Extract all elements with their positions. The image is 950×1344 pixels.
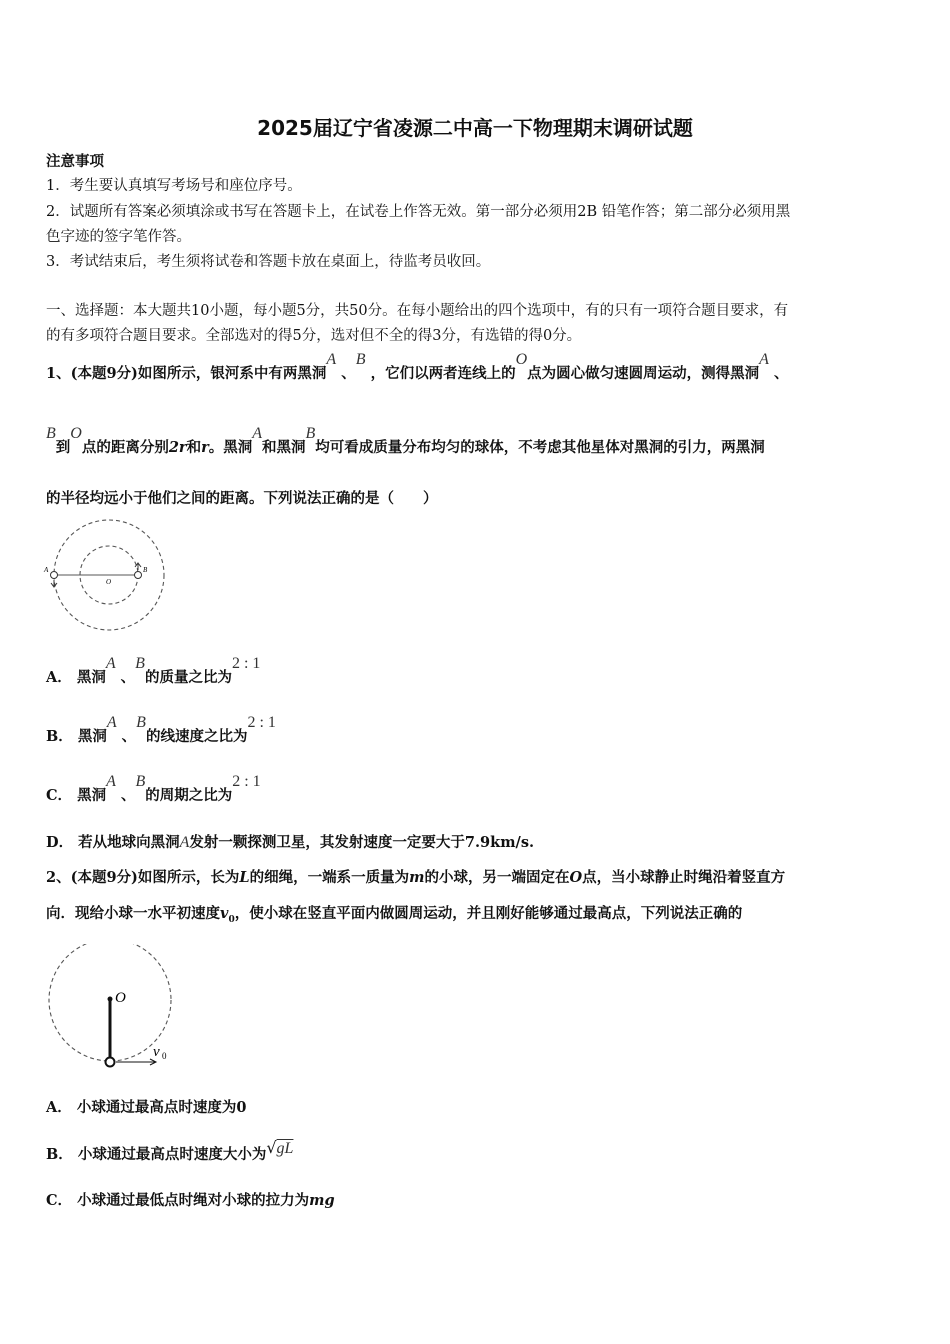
- notice-item: 3．考试结束后，考生须将试卷和答题卡放在桌面上，待监考员收回。: [46, 254, 491, 270]
- sqrt-gl: gL: [276, 1140, 294, 1157]
- q1-option-d[interactable]: [46, 831, 908, 855]
- var-l: L: [239, 869, 250, 886]
- q2-text: ，使小球在竖直平面内做圆周运动，并且刚好能够通过最高点，下列说法正确的: [234, 905, 743, 922]
- var-o: O: [70, 425, 82, 442]
- page-title: 2025届辽宁省凌源二中高一下物理期末调研试题: [257, 116, 693, 140]
- binary-orbit-diagram: [40, 518, 170, 636]
- option-text: 小球通过最低点时绳对小球的拉力为: [77, 1192, 310, 1209]
- q2-option-c[interactable]: [46, 1189, 908, 1213]
- var-o: O: [515, 351, 528, 368]
- label-v: v: [153, 1044, 160, 1060]
- q1-stem-line1: [46, 351, 908, 386]
- var-a: A: [252, 425, 262, 442]
- q2-text: 的小球，另一端固定在: [424, 869, 570, 886]
- section-intro: 一、选择题：本大题共10小题，每小题5分，共50分。在每小题给出的四个选项中，有的只有一项符合题目要求，有: [46, 303, 789, 319]
- black-hole-b: [135, 572, 142, 579]
- option-text: 黑洞: [77, 787, 107, 804]
- q1-text: 。黑洞: [208, 439, 253, 456]
- var-a: A: [326, 351, 337, 368]
- var-a: A: [106, 773, 116, 790]
- label-v-sub: 0: [162, 1051, 167, 1061]
- pivot-point: [108, 997, 113, 1002]
- option-text: 若从地球向黑洞: [78, 834, 180, 851]
- option-text: 发射一颗探测卫星，其发射速度一定要大于7.9km/s.: [189, 834, 535, 851]
- var-a: A: [106, 714, 117, 731]
- q1-option-b[interactable]: [46, 714, 908, 749]
- section-intro: 的有多项符合题目要求。全部选对的得5分，选对但不全的得3分，有选错的得0分。: [46, 328, 582, 344]
- q2-stem-line1: [46, 866, 908, 890]
- sep: 、: [774, 365, 789, 382]
- q1-stem-line3: 的半径均远小于他们之间的距离。下列说法正确的是（ ）: [46, 490, 438, 507]
- option-letter: B．: [46, 1146, 73, 1163]
- option-letter: A．: [46, 669, 72, 686]
- q1-stem-line2: [46, 425, 908, 460]
- var-a: A: [179, 834, 190, 851]
- q2-text: 2、(本题9分)如图所示，长为: [46, 869, 240, 886]
- notice-item: 色字迹的签字笔作答。: [46, 229, 191, 245]
- option-letter: C．: [46, 1192, 73, 1209]
- sqrt-symbol: √: [266, 1138, 277, 1157]
- var-b: B: [135, 773, 146, 790]
- q2-option-a[interactable]: [46, 1096, 908, 1120]
- option-text: 小球通过最高点时速度为0: [76, 1099, 247, 1116]
- option-letter: B．: [46, 728, 73, 745]
- var-v-sub: 0: [228, 914, 235, 925]
- option-text: 小球通过最高点时速度大小为: [77, 1146, 267, 1163]
- sep: 、: [120, 787, 136, 804]
- label-o: O: [106, 578, 112, 586]
- var-a: A: [105, 655, 116, 672]
- label-o: O: [115, 990, 126, 1006]
- label-a: A: [44, 566, 49, 574]
- option-letter: A．: [46, 1099, 72, 1116]
- ratio: 2 : 1: [247, 714, 276, 731]
- notice-heading: 注意事项: [46, 153, 104, 170]
- ratio: 2 : 1: [231, 655, 261, 672]
- option-letter: D．: [46, 834, 74, 851]
- sep: 、: [120, 669, 136, 686]
- option-text: 黑洞: [76, 669, 106, 686]
- q1-text: 和黑洞: [262, 439, 306, 456]
- option-text: 的线速度之比为: [145, 728, 248, 745]
- option-letter: C．: [46, 787, 73, 804]
- q2-text: 点，当小球静止时绳沿着竖直方: [582, 869, 786, 886]
- q2-stem-line2: [46, 902, 908, 932]
- notice-item: 2．试题所有答案必须填涂或书写在答题卡上，在试卷上作答无效。第一部分必须用2B 铅笔作答；第二部分必须用黑: [46, 204, 791, 220]
- q2-option-b[interactable]: [46, 1138, 908, 1167]
- var-b: B: [135, 655, 145, 672]
- option-text: 的周期之比为: [145, 787, 233, 804]
- label-b: B: [143, 566, 148, 574]
- sep: 、: [341, 365, 356, 382]
- q1-text: 点为圆心做匀速圆周运动，测得黑洞: [527, 365, 760, 382]
- var-v: v: [220, 905, 229, 922]
- q1-text: 均可看成质量分布均匀的球体，不考虑其他星体对黑洞的引力，两黑洞: [315, 439, 765, 456]
- var-b: B: [355, 351, 366, 368]
- q2-text: 向．现给小球一水平初速度: [46, 905, 220, 922]
- q1-text: 到: [55, 439, 71, 456]
- var-m: m: [409, 869, 425, 886]
- q2-text: 的细绳，一端系一质量为: [249, 869, 410, 886]
- black-hole-a: [51, 572, 58, 579]
- dist-r: r: [201, 439, 209, 456]
- q1-option-a[interactable]: [46, 655, 908, 690]
- pendulum-diagram: [48, 944, 176, 1070]
- sep: 、: [121, 728, 137, 745]
- var-b: B: [305, 425, 316, 442]
- arrow-a: [51, 580, 57, 587]
- var-a: A: [759, 351, 769, 368]
- var-b: B: [46, 425, 56, 442]
- option-text: 的质量之比为: [144, 669, 232, 686]
- q1-text: ，它们以两者连线上的: [370, 365, 516, 382]
- notice-item: 1．考生要认真填写考场号和座位序号。: [46, 178, 302, 194]
- var-o: O: [569, 869, 583, 886]
- ball: [106, 1058, 115, 1067]
- var-b: B: [136, 714, 146, 731]
- q1-text: 和: [186, 439, 202, 456]
- dist-2r: 2r: [168, 439, 187, 456]
- option-text: 黑洞: [77, 728, 107, 745]
- q1-text: 1、(本题9分)如图所示，银河系中有两黑洞: [46, 365, 327, 382]
- q1-text: 点的距离分别: [81, 439, 169, 456]
- q1-option-c[interactable]: [46, 773, 908, 808]
- ratio: 2 : 1: [232, 773, 261, 790]
- var-mg: mg: [309, 1192, 335, 1209]
